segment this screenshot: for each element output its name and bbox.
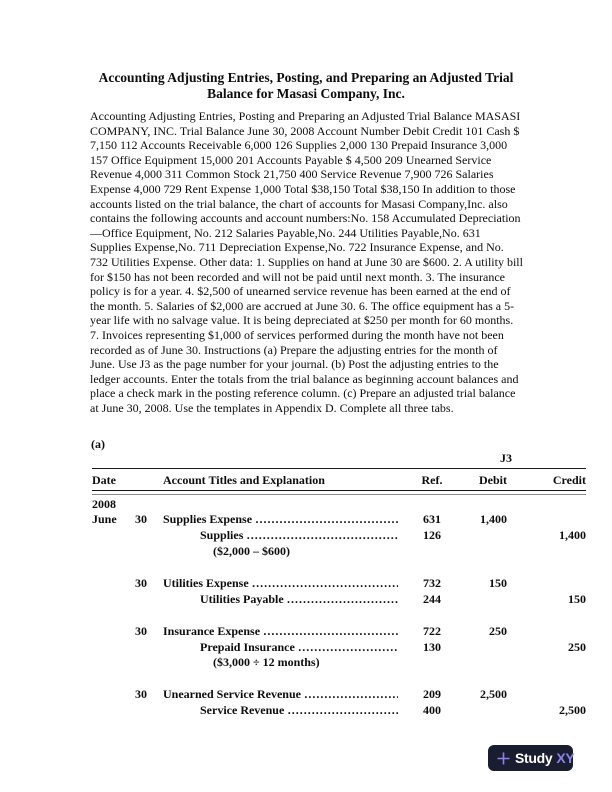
journal-spacer-row: [92, 608, 586, 624]
cell-ref: 732: [423, 575, 441, 590]
cell-credit: 2,500: [559, 703, 586, 718]
account-title: Utilities Payable: [200, 591, 284, 606]
cell-month: June: [92, 512, 117, 527]
plus-icon: [496, 751, 511, 766]
cell-debit: [455, 703, 507, 719]
account-title: Service Revenue: [200, 703, 285, 718]
section-label-a: (a): [91, 437, 105, 451]
journal-row: [92, 655, 586, 671]
account-title: ($3,000 ÷ 12 months): [213, 655, 320, 670]
header-account-titles: Account Titles and Explanation: [163, 473, 325, 487]
cell-debit: [455, 655, 507, 671]
cell-day: 30: [135, 512, 147, 527]
cell-day: 30: [135, 575, 147, 590]
cell-month: [92, 592, 135, 608]
account-title: Prepaid Insurance: [200, 639, 295, 654]
journal-table: [92, 451, 586, 719]
cell-ref: 209: [423, 687, 441, 702]
cell-account: [163, 497, 403, 513]
cell-credit: [507, 576, 586, 592]
cell-debit: [455, 592, 507, 608]
cell-ref: 244: [423, 591, 441, 606]
cell-credit: [507, 687, 586, 703]
cell-day: 30: [135, 687, 147, 702]
journal-spacer-row: [92, 671, 586, 687]
cell-account: [163, 655, 403, 671]
cell-credit: [507, 544, 586, 560]
cell-debit: 150: [489, 575, 507, 590]
cell-ref: 126: [423, 528, 441, 543]
cell-credit: 1,400: [559, 528, 586, 543]
cell-account: [163, 640, 403, 656]
cell-debit: 2,500: [480, 687, 507, 702]
account-title: Insurance Expense: [163, 623, 261, 638]
journal-row: [92, 544, 586, 560]
cell-debit: [455, 528, 507, 544]
cell-ref: 400: [423, 703, 441, 718]
header-credit: Credit: [552, 473, 586, 487]
journal-spacer-row: [92, 560, 586, 576]
dotted-leader: [249, 576, 398, 592]
table-header-row: [92, 469, 586, 490]
dotted-leader: [284, 703, 398, 719]
cell-month: [92, 624, 135, 640]
dotted-leader: [301, 687, 398, 703]
journal-row: [92, 640, 586, 656]
cell-day: [135, 544, 163, 560]
cell-month: [92, 576, 135, 592]
journal-row: [92, 576, 586, 592]
dotted-leader: [243, 528, 398, 544]
brand-text-xy: XY: [556, 750, 575, 766]
cell-month: [92, 655, 135, 671]
cell-credit: [507, 497, 586, 513]
cell-month: [92, 640, 135, 656]
cell-ref: [403, 544, 455, 560]
cell-month: 2008: [92, 496, 116, 511]
cell-credit: 150: [568, 591, 586, 606]
cell-account: [163, 624, 403, 640]
cell-ref: 722: [423, 623, 441, 638]
cell-day: [135, 703, 163, 719]
account-title: Utilities Expense: [163, 575, 249, 590]
cell-month: [92, 544, 135, 560]
header-ref: Ref.: [421, 473, 443, 487]
cell-ref: 631: [423, 512, 441, 527]
journal-row: [92, 592, 586, 608]
page-title: Accounting Adjusting Entries, Posting, and Preparing an Adjusted Trial Balance for Masasi Company, Inc.: [98, 70, 514, 101]
cell-account: [163, 528, 403, 544]
journal-row: [92, 687, 586, 703]
cell-credit: [507, 655, 586, 671]
cell-day: 30: [135, 623, 147, 638]
cell-account: [163, 703, 403, 719]
cell-month: [92, 703, 135, 719]
account-title: Supplies Expense: [163, 512, 253, 527]
journal-rows: [92, 495, 586, 719]
journal-row: [92, 703, 586, 719]
cell-debit: [455, 640, 507, 656]
account-title: ($2,000 – $600): [213, 544, 290, 559]
cell-day: [135, 592, 163, 608]
journal-page-ref: J3: [500, 451, 512, 465]
cell-debit: 250: [489, 623, 507, 638]
header-date: Date: [92, 473, 116, 487]
cell-account: [163, 512, 403, 528]
cell-ref: 130: [423, 639, 441, 654]
cell-day: [135, 640, 163, 656]
cell-debit: [455, 544, 507, 560]
dotted-leader: [252, 512, 398, 528]
journal-row: [92, 497, 586, 513]
dotted-leader: [284, 592, 398, 608]
cell-debit: 1,400: [480, 512, 507, 527]
brand-text-study: Study: [515, 750, 553, 766]
problem-text: Accounting Adjusting Entries, Posting and Preparing an Adjusted Trial Balance MASASI COMPANY, INC. Trial Balance June 30, 2008 Account Number Debit Credit 101 Cash $ 7,150 112 Accounts Receivable 6,000 126 Supplies 2,000 130 Prepaid Insurance 3,000 157 Office Equipment 15,000 201 Accounts Payable $ 4,500 209 Unearned Service Revenue 4,000 311 Common Stock 21,750 400 Service Revenue 7,900 726 Salaries Expense 4,000 729 Rent Expense 1,000 Total $38,150 Total $38,150 In addition to those accounts listed on the trial balance, the chart of accounts for Masasi Company,Inc. also contains the following accounts and account numbers:No. 158 Accumulated Depreciation—Office Equipment, No. 212 Salaries Payable,No. 244 Utilities Payable,No. 631 Supplies Expense,No. 711 Depreciation Expense,No. 722 Insurance Expense, and No. 732 Utilities Expense. Other data: 1. Supplies on hand at June 30 are $600. 2. A utility bill for $150 has not been recorded and will not be paid until next month. 3. The insurance policy is for a year. 4. $2,500 of unearned service revenue has been earned at the end of the month. 5. Salaries of $2,000 are accrued at June 30. 6. The office equipment has a 5-year life with no salvage value. It is being depreciated at $250 per month for 60 months. 7. Invoices representing $1,000 of services performed during the month have not been recorded as of June 30. Instructions (a) Prepare the adjusting entries for the month of June. Use J3 as the page number for your journal. (b) Post the adjusting entries to the ledger accounts. Enter the totals from the trial balance as beginning account balances and place a check mark in the posting reference column. (c) Prepare an adjusted trial balance at June 30, 2008. Use the templates in Appendix D. Complete all three tabs.: [90, 109, 523, 415]
account-title: Supplies: [200, 528, 244, 543]
cell-day: [135, 497, 163, 513]
cell-account: [163, 687, 403, 703]
cell-ref: [403, 497, 455, 513]
journal-row: [92, 528, 586, 544]
header-debit: Debit: [479, 473, 507, 487]
cell-day: [135, 528, 163, 544]
cell-month: [92, 528, 135, 544]
cell-account: [163, 576, 403, 592]
cell-month: [92, 687, 135, 703]
cell-ref: [403, 655, 455, 671]
cell-credit: [507, 624, 586, 640]
cell-day: [135, 655, 163, 671]
cell-account: [163, 544, 403, 560]
dotted-leader: [295, 640, 398, 656]
account-title: Unearned Service Revenue: [163, 687, 301, 702]
studyxy-logo-badge: [488, 745, 573, 771]
journal-row: [92, 624, 586, 640]
dotted-leader: [260, 624, 398, 640]
cell-debit: [455, 497, 507, 513]
cell-account: [163, 592, 403, 608]
cell-credit: 250: [568, 639, 586, 654]
journal-row: [92, 512, 586, 528]
cell-credit: [507, 512, 586, 528]
